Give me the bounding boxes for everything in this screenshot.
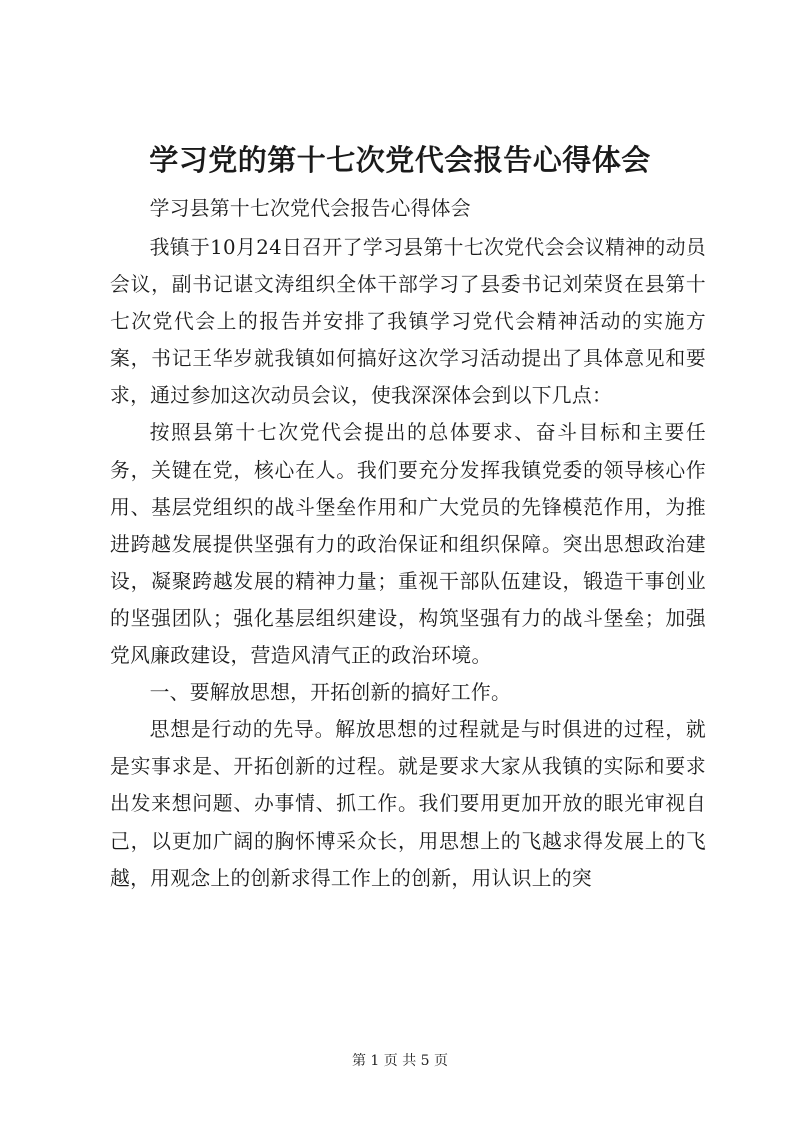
page-number-footer: 第 1 页 共 5 页 — [351, 1053, 449, 1069]
document-body — [110, 188, 706, 897]
document-title: 学习党的第十七次党代会报告心得体会 — [149, 143, 651, 177]
paragraph-3: 一、要解放思想，开拓创新的搞好工作。 — [149, 681, 512, 705]
paragraph-4: 思想是行动的先导。解放思想的过程就是与时俱进的过程，就是实事求是、开拓创新的过程。就是要求大家从我镇的实际和要求出发来想问题、办事情、抓工作。我们要用更加开放的眼光审视自己，以更加广阔的胸怀博采众长，用思想上的飞越求得发展上的飞越，用观念上的创新求得工作上的创新，用认识上的突 — [110, 718, 706, 890]
paragraph-2: 按照县第十七次党代会提出的总体要求、奋斗目标和主要任务，关键在党，核心在人。我们要充分发挥我镇党委的领导核心作用、基层党组织的战斗堡垒作用和广大党员的先锋模范作用，为推进跨越发展提供坚强有力的政治保证和组织保障。突出思想政治建设，凝聚跨越发展的精神力量；重视干部队伍建设，锻造干事创业的坚强团队；强化基层组织建设，构筑坚强有力的战斗堡垒；加强党风廉政建设，营造风清气正的政治环境。 — [110, 421, 706, 668]
document-subtitle: 学习县第十七次党代会报告心得体会 — [149, 197, 471, 220]
paragraph-1: 我镇于10月24日召开了学习县第十七次党代会会议精神的动员会议，副书记谌文涛组织全体干部学习了县委书记刘荣贤在县第十七次党代会上的报告并安排了我镇学习党代会精神活动的实施方案，书记王华岁就我镇如何搞好这次学习活动提出了具体意见和要求，通过参加这次动员会议，使我深深体会到以下几点： — [110, 236, 706, 408]
